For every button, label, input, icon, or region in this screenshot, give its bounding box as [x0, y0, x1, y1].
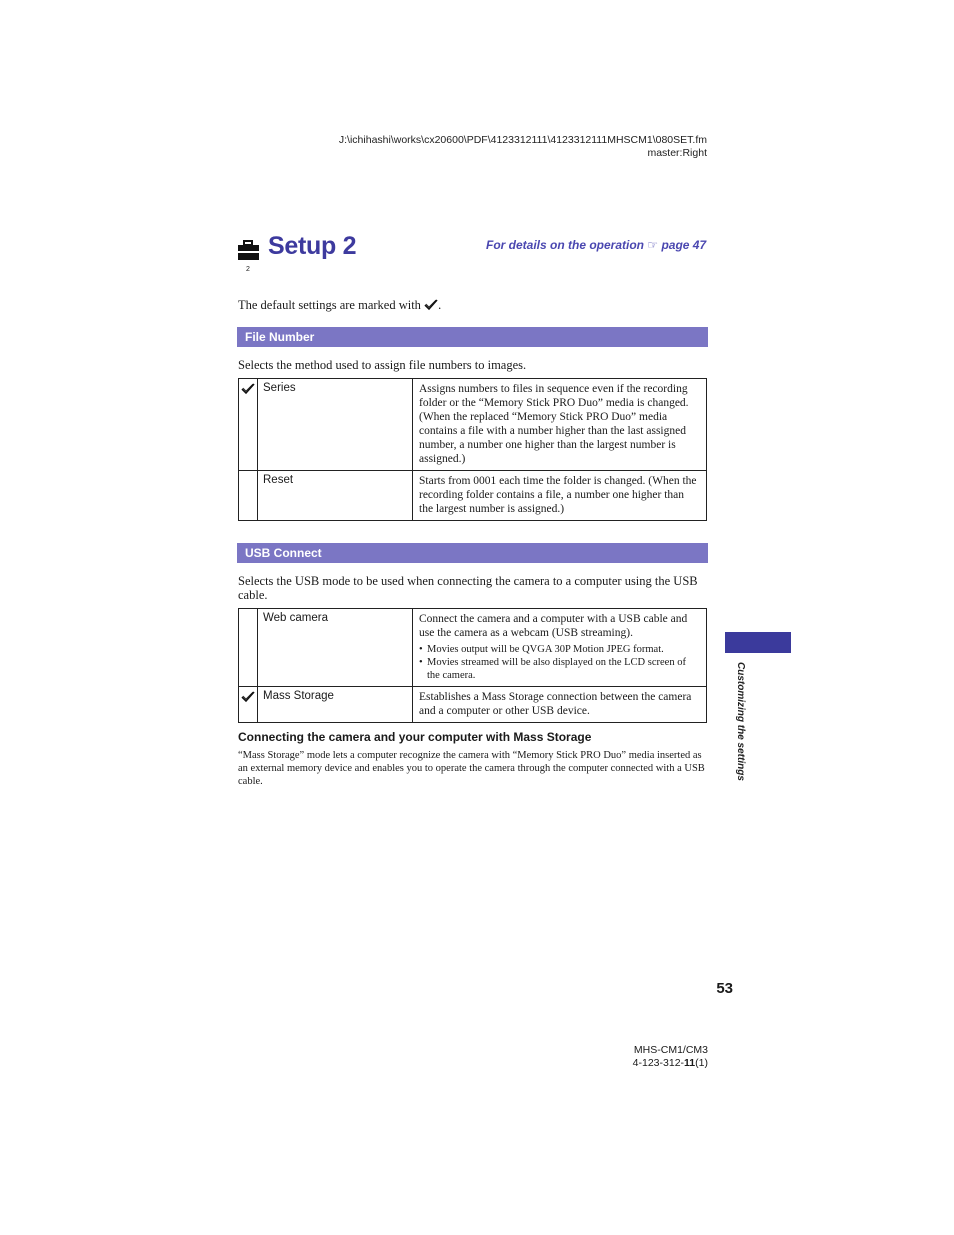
page-number: 53	[716, 980, 733, 997]
usb-connect-intro: Selects the USB mode to be used when connecting the camera to a computer using the USB cable.	[238, 574, 698, 602]
side-tab-marker	[725, 632, 791, 653]
option-name: Mass Storage	[258, 687, 413, 723]
option-description: Starts from 0001 each time the folder is changed. (When the recording folder contains a file, a number one higher than the largest number is assigned.)	[413, 471, 707, 521]
option-description: Establishes a Mass Storage connection between the camera and a computer or other USB device.	[413, 687, 707, 723]
default-note-suffix: .	[438, 298, 442, 312]
part-code-bold: 11	[684, 1057, 696, 1069]
subsection-heading: Connecting the camera and your computer with Mass Storage	[238, 730, 592, 744]
bullet-item: • Movies output will be QVGA 30P Motion JPEG format.	[419, 643, 700, 656]
file-path: J:\ichihashi\works\cx20600\PDF\4123312111\4123312111MHSCM1\080SET.fm	[338, 134, 707, 146]
part-code	[560, 1057, 708, 1070]
usb-connect-table	[238, 608, 707, 723]
table-row	[239, 687, 707, 723]
file-number-table	[238, 378, 707, 521]
pointing-hand-icon: ☞	[647, 238, 659, 252]
option-name: Series	[258, 379, 413, 471]
operation-ref-text: For details on the operation	[486, 238, 645, 252]
section-file-number: File Number	[237, 327, 708, 347]
section-usb-connect: USB Connect	[237, 543, 708, 563]
default-note-text: The default settings are marked with	[238, 298, 421, 312]
bullet-item: • Movies streamed will be also displayed on the LCD screen of the camera.	[419, 656, 700, 682]
checkmark-icon	[424, 299, 438, 311]
side-tab-label	[732, 662, 746, 782]
table-row	[239, 379, 707, 471]
option-description: Connect the camera and a computer with a USB cable and use the camera as a webcam (USB streaming).	[419, 613, 688, 639]
model-info	[560, 1044, 708, 1070]
model-line: MHS-CM1/CM3	[633, 1044, 708, 1056]
part-code-prefix: 4-123-312-	[632, 1057, 685, 1069]
table-row	[239, 609, 707, 687]
toolbox-glyph	[237, 240, 261, 262]
file-number-intro: Selects the method used to assign file numbers to images.	[238, 358, 527, 372]
default-mark-cell	[239, 379, 258, 471]
setup-toolbox-icon	[237, 240, 261, 273]
master-label: master:Right	[647, 147, 707, 159]
default-mark-cell	[239, 687, 258, 723]
option-bullets	[419, 643, 700, 682]
default-note	[238, 298, 441, 313]
operation-reference	[486, 238, 706, 252]
side-tab-label-text: Customizing the settings	[735, 662, 746, 781]
option-description-cell	[413, 609, 707, 687]
option-name: Web camera	[258, 609, 413, 687]
default-mark-cell	[239, 471, 258, 521]
page-title: Setup 2	[268, 232, 357, 260]
checkmark-icon	[241, 691, 255, 703]
checkmark-icon	[241, 383, 255, 395]
operation-ref-page: page 47	[661, 238, 707, 252]
subsection-text: “Mass Storage” mode lets a computer recognize the camera with “Memory Stick PRO Duo” media inserted as an external memory device and enables you to operate the camera through the computer connected with a USB cable.	[238, 750, 705, 787]
table-row	[239, 471, 707, 521]
option-description: Assigns numbers to files in sequence even if the recording folder or the “Memory Stick PRO Duo” media is changed. (When the replaced “Memory Stick PRO Duo” media contains a file with a number higher than the last assigned number, a number one higher than the largest number is assigned.)	[413, 379, 707, 471]
option-name: Reset	[258, 471, 413, 521]
part-code-suffix: (1)	[695, 1057, 708, 1069]
file-path-header	[0, 134, 707, 160]
setup-icon-subscript: 2	[246, 266, 250, 273]
default-mark-cell	[239, 609, 258, 687]
